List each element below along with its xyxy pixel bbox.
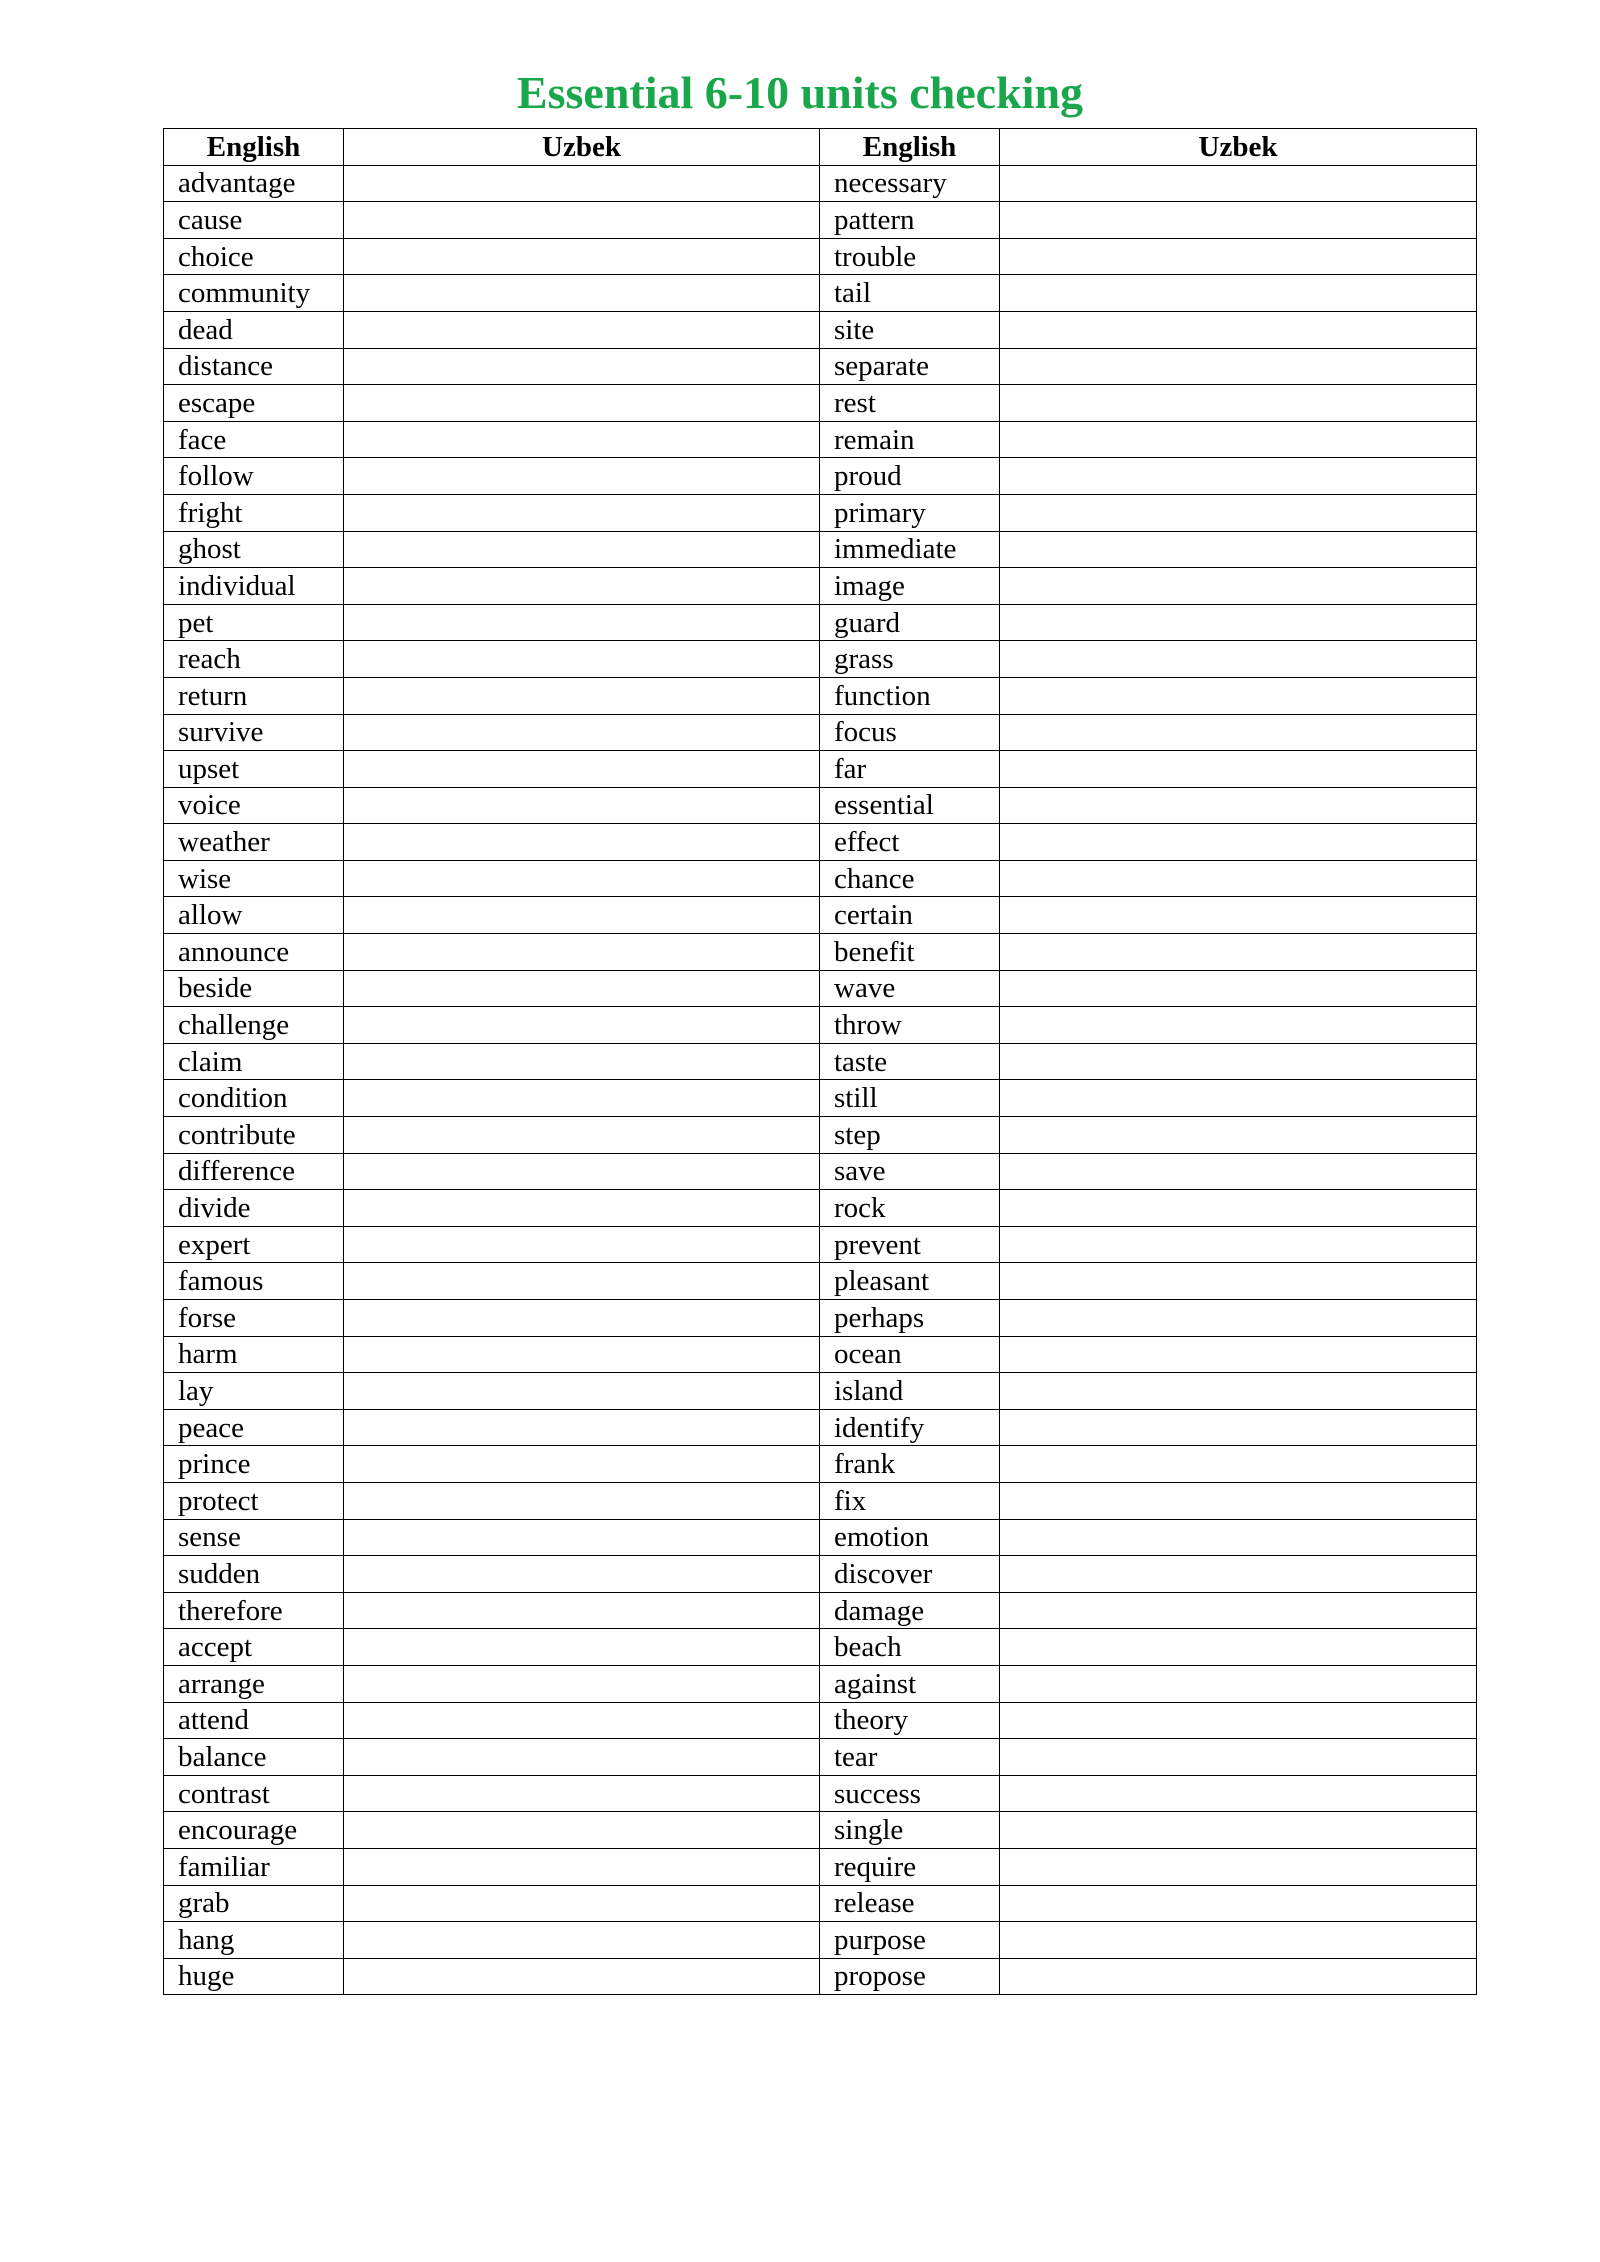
english-word-cell: essential xyxy=(820,787,1000,824)
english-word-cell: challenge xyxy=(164,1007,344,1044)
table-row xyxy=(164,385,1477,422)
table-row xyxy=(164,824,1477,861)
table-row xyxy=(164,751,1477,788)
english-word-cell: tail xyxy=(820,275,1000,312)
english-word-cell: chance xyxy=(820,860,1000,897)
english-word-cell: function xyxy=(820,677,1000,714)
uzbek-answer-cell[interactable] xyxy=(344,1080,820,1117)
uzbek-answer-cell[interactable] xyxy=(1000,275,1477,312)
english-word-cell: pet xyxy=(164,604,344,641)
uzbek-answer-cell[interactable] xyxy=(1000,165,1477,202)
english-word-cell: image xyxy=(820,568,1000,605)
english-word-cell: distance xyxy=(164,348,344,385)
english-word-cell: upset xyxy=(164,751,344,788)
english-word-cell: far xyxy=(820,751,1000,788)
english-word-cell: taste xyxy=(820,1043,1000,1080)
english-word-cell: attend xyxy=(164,1702,344,1739)
header-english-left: English xyxy=(164,129,344,166)
uzbek-answer-cell[interactable] xyxy=(1000,677,1477,714)
english-word-cell: protect xyxy=(164,1482,344,1519)
table-row xyxy=(164,1556,1477,1593)
table-row xyxy=(164,1446,1477,1483)
english-word-cell: fix xyxy=(820,1482,1000,1519)
english-word-cell: site xyxy=(820,311,1000,348)
english-word-cell: encourage xyxy=(164,1812,344,1849)
english-word-cell: save xyxy=(820,1153,1000,1190)
uzbek-answer-cell[interactable] xyxy=(344,787,820,824)
english-word-cell: huge xyxy=(164,1958,344,1995)
uzbek-answer-cell[interactable] xyxy=(1000,751,1477,788)
uzbek-answer-cell[interactable] xyxy=(344,1373,820,1410)
english-word-cell: step xyxy=(820,1117,1000,1154)
uzbek-answer-cell[interactable] xyxy=(1000,1080,1477,1117)
uzbek-answer-cell[interactable] xyxy=(1000,1482,1477,1519)
table-row xyxy=(164,1812,1477,1849)
uzbek-answer-cell[interactable] xyxy=(1000,1336,1477,1373)
english-word-cell: focus xyxy=(820,714,1000,751)
uzbek-answer-cell[interactable] xyxy=(344,1629,820,1666)
english-word-cell: grass xyxy=(820,641,1000,678)
english-word-cell: rest xyxy=(820,385,1000,422)
uzbek-answer-cell[interactable] xyxy=(1000,1629,1477,1666)
uzbek-answer-cell[interactable] xyxy=(1000,1373,1477,1410)
english-word-cell: island xyxy=(820,1373,1000,1410)
uzbek-answer-cell[interactable] xyxy=(344,604,820,641)
uzbek-answer-cell[interactable] xyxy=(344,641,820,678)
english-word-cell: frank xyxy=(820,1446,1000,1483)
uzbek-answer-cell[interactable] xyxy=(344,238,820,275)
table-row xyxy=(164,934,1477,971)
page-title: Essential 6-10 units checking xyxy=(516,67,1084,118)
table-row xyxy=(164,1848,1477,1885)
uzbek-answer-cell[interactable] xyxy=(344,751,820,788)
uzbek-answer-cell[interactable] xyxy=(1000,641,1477,678)
english-word-cell: separate xyxy=(820,348,1000,385)
english-word-cell: balance xyxy=(164,1739,344,1776)
table-row xyxy=(164,1190,1477,1227)
english-word-cell: voice xyxy=(164,787,344,824)
uzbek-answer-cell[interactable] xyxy=(344,970,820,1007)
uzbek-answer-cell[interactable] xyxy=(344,1190,820,1227)
uzbek-answer-cell[interactable] xyxy=(1000,824,1477,861)
uzbek-answer-cell[interactable] xyxy=(344,421,820,458)
table-row xyxy=(164,238,1477,275)
english-word-cell: release xyxy=(820,1885,1000,1922)
uzbek-answer-cell[interactable] xyxy=(344,1958,820,1995)
uzbek-answer-cell[interactable] xyxy=(1000,970,1477,1007)
english-word-cell: expert xyxy=(164,1226,344,1263)
table-row xyxy=(164,604,1477,641)
table-row xyxy=(164,494,1477,531)
uzbek-answer-cell[interactable] xyxy=(344,1556,820,1593)
english-word-cell: return xyxy=(164,677,344,714)
uzbek-answer-cell[interactable] xyxy=(344,1263,820,1300)
uzbek-answer-cell[interactable] xyxy=(1000,311,1477,348)
english-word-cell: against xyxy=(820,1665,1000,1702)
english-word-cell: purpose xyxy=(820,1922,1000,1959)
english-word-cell: rock xyxy=(820,1190,1000,1227)
uzbek-answer-cell[interactable] xyxy=(1000,1739,1477,1776)
uzbek-answer-cell[interactable] xyxy=(1000,458,1477,495)
uzbek-answer-cell[interactable] xyxy=(1000,1775,1477,1812)
uzbek-answer-cell[interactable] xyxy=(344,1775,820,1812)
english-word-cell: still xyxy=(820,1080,1000,1117)
english-word-cell: remain xyxy=(820,421,1000,458)
english-word-cell: beach xyxy=(820,1629,1000,1666)
uzbek-answer-cell[interactable] xyxy=(1000,1300,1477,1337)
table-row xyxy=(164,677,1477,714)
english-word-cell: wise xyxy=(164,860,344,897)
table-row xyxy=(164,1482,1477,1519)
table-row xyxy=(164,1775,1477,1812)
uzbek-answer-cell[interactable] xyxy=(344,897,820,934)
english-word-cell: grab xyxy=(164,1885,344,1922)
uzbek-answer-cell[interactable] xyxy=(344,824,820,861)
english-word-cell: pleasant xyxy=(820,1263,1000,1300)
english-word-cell: cause xyxy=(164,202,344,239)
uzbek-answer-cell[interactable] xyxy=(344,311,820,348)
table-row xyxy=(164,1300,1477,1337)
english-word-cell: theory xyxy=(820,1702,1000,1739)
uzbek-answer-cell[interactable] xyxy=(344,531,820,568)
english-word-cell: lay xyxy=(164,1373,344,1410)
uzbek-answer-cell[interactable] xyxy=(1000,1556,1477,1593)
uzbek-answer-cell[interactable] xyxy=(344,1665,820,1702)
english-word-cell: peace xyxy=(164,1409,344,1446)
uzbek-answer-cell[interactable] xyxy=(344,348,820,385)
uzbek-answer-cell[interactable] xyxy=(1000,1226,1477,1263)
table-row xyxy=(164,1409,1477,1446)
header-english-right: English xyxy=(820,129,1000,166)
uzbek-answer-cell[interactable] xyxy=(1000,897,1477,934)
uzbek-answer-cell[interactable] xyxy=(344,1117,820,1154)
english-word-cell: famous xyxy=(164,1263,344,1300)
english-word-cell: immediate xyxy=(820,531,1000,568)
uzbek-answer-cell[interactable] xyxy=(1000,1190,1477,1227)
uzbek-answer-cell[interactable] xyxy=(1000,1153,1477,1190)
english-word-cell: prince xyxy=(164,1446,344,1483)
english-word-cell: difference xyxy=(164,1153,344,1190)
english-word-cell: announce xyxy=(164,934,344,971)
english-word-cell: forse xyxy=(164,1300,344,1337)
table-row xyxy=(164,421,1477,458)
english-word-cell: benefit xyxy=(820,934,1000,971)
table-row xyxy=(164,311,1477,348)
uzbek-answer-cell[interactable] xyxy=(344,1409,820,1446)
uzbek-answer-cell[interactable] xyxy=(1000,385,1477,422)
english-word-cell: guard xyxy=(820,604,1000,641)
uzbek-answer-cell[interactable] xyxy=(344,494,820,531)
english-word-cell: necessary xyxy=(820,165,1000,202)
table-row xyxy=(164,202,1477,239)
english-word-cell: certain xyxy=(820,897,1000,934)
uzbek-answer-cell[interactable] xyxy=(1000,531,1477,568)
uzbek-answer-cell[interactable] xyxy=(344,202,820,239)
uzbek-answer-cell[interactable] xyxy=(1000,860,1477,897)
table-row xyxy=(164,568,1477,605)
english-word-cell: proud xyxy=(820,458,1000,495)
table-row xyxy=(164,1117,1477,1154)
uzbek-answer-cell[interactable] xyxy=(344,1446,820,1483)
english-word-cell: fright xyxy=(164,494,344,531)
table-row xyxy=(164,1739,1477,1776)
uzbek-answer-cell[interactable] xyxy=(344,568,820,605)
english-word-cell: escape xyxy=(164,385,344,422)
english-word-cell: emotion xyxy=(820,1519,1000,1556)
uzbek-answer-cell[interactable] xyxy=(344,860,820,897)
uzbek-answer-cell[interactable] xyxy=(1000,1922,1477,1959)
english-word-cell: propose xyxy=(820,1958,1000,1995)
english-word-cell: choice xyxy=(164,238,344,275)
uzbek-answer-cell[interactable] xyxy=(1000,1007,1477,1044)
table-row xyxy=(164,1702,1477,1739)
vocabulary-table xyxy=(163,128,1477,1995)
table-row xyxy=(164,348,1477,385)
table-row xyxy=(164,531,1477,568)
uzbek-answer-cell[interactable] xyxy=(344,1922,820,1959)
uzbek-answer-cell[interactable] xyxy=(344,934,820,971)
english-word-cell: advantage xyxy=(164,165,344,202)
english-word-cell: tear xyxy=(820,1739,1000,1776)
english-word-cell: perhaps xyxy=(820,1300,1000,1337)
uzbek-answer-cell[interactable] xyxy=(1000,348,1477,385)
english-word-cell: weather xyxy=(164,824,344,861)
table-row xyxy=(164,1336,1477,1373)
english-word-cell: face xyxy=(164,421,344,458)
uzbek-answer-cell[interactable] xyxy=(1000,1665,1477,1702)
uzbek-answer-cell[interactable] xyxy=(1000,1958,1477,1995)
english-word-cell: beside xyxy=(164,970,344,1007)
english-word-cell: condition xyxy=(164,1080,344,1117)
table-row xyxy=(164,860,1477,897)
uzbek-answer-cell[interactable] xyxy=(344,1592,820,1629)
uzbek-answer-cell[interactable] xyxy=(344,677,820,714)
uzbek-answer-cell[interactable] xyxy=(344,458,820,495)
uzbek-answer-cell[interactable] xyxy=(344,275,820,312)
uzbek-answer-cell[interactable] xyxy=(1000,568,1477,605)
uzbek-answer-cell[interactable] xyxy=(1000,1117,1477,1154)
table-row xyxy=(164,897,1477,934)
uzbek-answer-cell[interactable] xyxy=(1000,1885,1477,1922)
table-row xyxy=(164,1665,1477,1702)
uzbek-answer-cell[interactable] xyxy=(1000,1409,1477,1446)
uzbek-answer-cell[interactable] xyxy=(344,1702,820,1739)
english-word-cell: therefore xyxy=(164,1592,344,1629)
uzbek-answer-cell[interactable] xyxy=(344,1007,820,1044)
table-row xyxy=(164,1922,1477,1959)
uzbek-answer-cell[interactable] xyxy=(1000,238,1477,275)
table-row xyxy=(164,714,1477,751)
table-row xyxy=(164,1226,1477,1263)
english-word-cell: primary xyxy=(820,494,1000,531)
table-row xyxy=(164,1885,1477,1922)
english-word-cell: throw xyxy=(820,1007,1000,1044)
english-word-cell: accept xyxy=(164,1629,344,1666)
english-word-cell: require xyxy=(820,1848,1000,1885)
vocabulary-body xyxy=(164,165,1477,1995)
table-row xyxy=(164,1519,1477,1556)
english-word-cell: success xyxy=(820,1775,1000,1812)
uzbek-answer-cell[interactable] xyxy=(344,1519,820,1556)
uzbek-answer-cell[interactable] xyxy=(1000,1519,1477,1556)
english-word-cell: discover xyxy=(820,1556,1000,1593)
uzbek-answer-cell[interactable] xyxy=(344,714,820,751)
table-row xyxy=(164,970,1477,1007)
uzbek-answer-cell[interactable] xyxy=(1000,1263,1477,1300)
uzbek-answer-cell[interactable] xyxy=(344,1482,820,1519)
table-row xyxy=(164,1592,1477,1629)
english-word-cell: arrange xyxy=(164,1665,344,1702)
uzbek-answer-cell[interactable] xyxy=(1000,421,1477,458)
english-word-cell: reach xyxy=(164,641,344,678)
uzbek-answer-cell[interactable] xyxy=(1000,714,1477,751)
english-word-cell: dead xyxy=(164,311,344,348)
table-row xyxy=(164,165,1477,202)
english-word-cell: contribute xyxy=(164,1117,344,1154)
english-word-cell: sudden xyxy=(164,1556,344,1593)
uzbek-answer-cell[interactable] xyxy=(1000,1043,1477,1080)
uzbek-answer-cell[interactable] xyxy=(1000,604,1477,641)
english-word-cell: effect xyxy=(820,824,1000,861)
english-word-cell: follow xyxy=(164,458,344,495)
uzbek-answer-cell[interactable] xyxy=(344,1739,820,1776)
header-row xyxy=(164,129,1477,166)
english-word-cell: pattern xyxy=(820,202,1000,239)
table-row xyxy=(164,1080,1477,1117)
english-word-cell: harm xyxy=(164,1336,344,1373)
uzbek-answer-cell[interactable] xyxy=(1000,202,1477,239)
uzbek-answer-cell[interactable] xyxy=(344,1812,820,1849)
table-row xyxy=(164,1043,1477,1080)
table-row xyxy=(164,787,1477,824)
uzbek-answer-cell[interactable] xyxy=(344,1043,820,1080)
english-word-cell: contrast xyxy=(164,1775,344,1812)
header-uzbek-left: Uzbek xyxy=(344,129,820,166)
english-word-cell: individual xyxy=(164,568,344,605)
table-row xyxy=(164,1629,1477,1666)
uzbek-answer-cell[interactable] xyxy=(1000,787,1477,824)
english-word-cell: ocean xyxy=(820,1336,1000,1373)
english-word-cell: trouble xyxy=(820,238,1000,275)
uzbek-answer-cell[interactable] xyxy=(1000,494,1477,531)
table-row xyxy=(164,458,1477,495)
english-word-cell: hang xyxy=(164,1922,344,1959)
table-row xyxy=(164,1153,1477,1190)
uzbek-answer-cell[interactable] xyxy=(344,385,820,422)
english-word-cell: single xyxy=(820,1812,1000,1849)
uzbek-answer-cell[interactable] xyxy=(1000,934,1477,971)
table-row xyxy=(164,641,1477,678)
english-word-cell: sense xyxy=(164,1519,344,1556)
table-row xyxy=(164,1263,1477,1300)
uzbek-answer-cell[interactable] xyxy=(1000,1848,1477,1885)
english-word-cell: wave xyxy=(820,970,1000,1007)
table-row xyxy=(164,1958,1477,1995)
uzbek-answer-cell[interactable] xyxy=(344,165,820,202)
english-word-cell: identify xyxy=(820,1409,1000,1446)
english-word-cell: community xyxy=(164,275,344,312)
uzbek-answer-cell[interactable] xyxy=(344,1153,820,1190)
english-word-cell: ghost xyxy=(164,531,344,568)
table-row xyxy=(164,1373,1477,1410)
uzbek-answer-cell[interactable] xyxy=(1000,1592,1477,1629)
uzbek-answer-cell[interactable] xyxy=(344,1848,820,1885)
english-word-cell: survive xyxy=(164,714,344,751)
header-uzbek-right: Uzbek xyxy=(1000,129,1477,166)
english-word-cell: familiar xyxy=(164,1848,344,1885)
english-word-cell: allow xyxy=(164,897,344,934)
english-word-cell: claim xyxy=(164,1043,344,1080)
uzbek-answer-cell[interactable] xyxy=(344,1226,820,1263)
english-word-cell: damage xyxy=(820,1592,1000,1629)
table-row xyxy=(164,1007,1477,1044)
uzbek-answer-cell[interactable] xyxy=(1000,1446,1477,1483)
uzbek-answer-cell[interactable] xyxy=(344,1300,820,1337)
table-row xyxy=(164,275,1477,312)
english-word-cell: divide xyxy=(164,1190,344,1227)
uzbek-answer-cell[interactable] xyxy=(344,1336,820,1373)
uzbek-answer-cell[interactable] xyxy=(1000,1702,1477,1739)
uzbek-answer-cell[interactable] xyxy=(1000,1812,1477,1849)
uzbek-answer-cell[interactable] xyxy=(344,1885,820,1922)
english-word-cell: prevent xyxy=(820,1226,1000,1263)
